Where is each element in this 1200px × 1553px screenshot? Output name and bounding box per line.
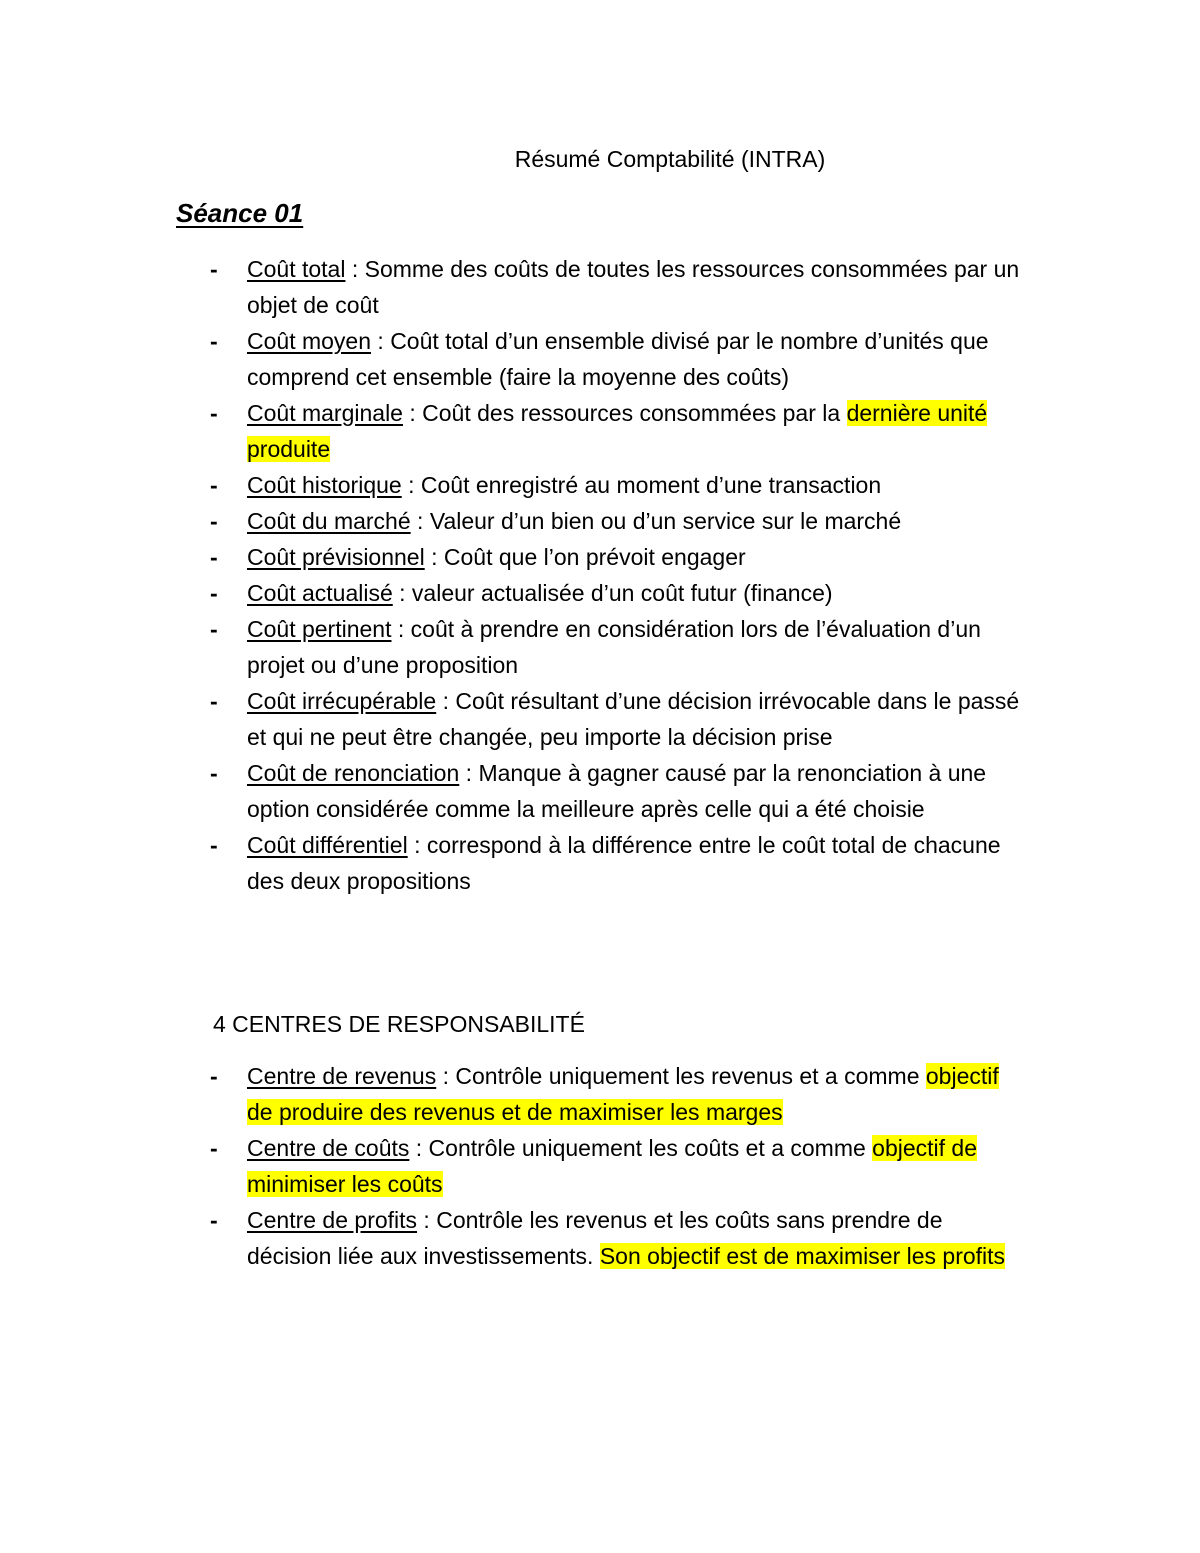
list-bullet-dash: - xyxy=(210,1063,218,1089)
definition-separator: : xyxy=(410,508,430,534)
definition-term: Coût pertinent xyxy=(247,616,392,642)
definition-separator: : xyxy=(436,1063,456,1089)
definition-cout-de-renonciation xyxy=(0,755,1030,827)
definition-separator: : xyxy=(407,832,427,858)
definition-term: Coût prévisionnel xyxy=(247,544,425,570)
definition-text: Somme des coûts de toutes les ressources consommées par un objet de coût xyxy=(247,256,1020,318)
definition-separator: : xyxy=(459,760,479,786)
definition-text: Contrôle les revenus et les coûts sans prendre de décision liée aux investissements. xyxy=(247,1207,943,1269)
definition-term: Coût moyen xyxy=(247,328,372,354)
definition-text: Valeur d’un bien ou d’un service sur le marché xyxy=(429,508,902,534)
definition-term: Centre de profits xyxy=(247,1207,418,1233)
definition-separator: : xyxy=(345,256,365,282)
highlighted-text: Son objectif est de maximiser les profits xyxy=(599,1243,1006,1269)
list-bullet-dash: - xyxy=(210,544,218,570)
definition-cout-previsionnel xyxy=(0,539,1030,575)
list-bullet-dash: - xyxy=(210,832,218,858)
list-bullet-dash: - xyxy=(210,1207,218,1233)
definition-cout-marginale xyxy=(0,395,1030,467)
definition-text: Coût résultant d’une décision irrévocable dans le passé et qui ne peut être changée, peu importe la décision prise xyxy=(247,688,1020,750)
definition-separator: : xyxy=(424,544,444,570)
definition-text: Manque à gagner causé par la renonciation à une option considérée comme la meilleure après celle qui a été choisie xyxy=(247,760,987,822)
definition-text: valeur actualisée d’un coût futur (finance) xyxy=(411,580,833,606)
highlighted-text: dernière unité produite xyxy=(247,400,988,462)
definition-term: Coût total xyxy=(247,256,346,282)
definition-separator: : xyxy=(401,472,421,498)
definition-text: Coût que l’on prévoit engager xyxy=(443,544,746,570)
highlighted-text: objectif de produire des revenus et de maximiser les marges xyxy=(247,1063,999,1125)
definition-separator: : xyxy=(417,1207,437,1233)
definition-cout-differentiel xyxy=(0,827,1030,899)
list-bullet-dash: - xyxy=(210,760,218,786)
centre-de-couts xyxy=(0,1130,1030,1202)
definition-cout-pertinent xyxy=(0,611,1030,683)
definition-separator: : xyxy=(436,688,456,714)
definition-separator: : xyxy=(409,1135,429,1161)
centres-list xyxy=(0,1058,1200,1274)
list-bullet-dash: - xyxy=(210,580,218,606)
definition-text: Contrôle uniquement les revenus et a comme xyxy=(455,1063,926,1089)
centres-heading: 4 CENTRES DE RESPONSABILITÉ xyxy=(213,1011,585,1037)
definition-term: Coût marginale xyxy=(247,400,403,426)
definition-separator: : xyxy=(391,616,411,642)
list-bullet-dash: - xyxy=(210,688,218,714)
list-bullet-dash: - xyxy=(210,400,218,426)
list-bullet-dash: - xyxy=(210,472,218,498)
definition-cout-actualise xyxy=(0,575,1030,611)
definition-cout-moyen xyxy=(0,323,1030,395)
list-bullet-dash: - xyxy=(210,508,218,534)
definition-term: Coût actualisé xyxy=(247,580,393,606)
definition-term: Coût du marché xyxy=(247,508,411,534)
centre-de-revenus xyxy=(0,1058,1030,1130)
document-title: Résumé Comptabilité (INTRA) xyxy=(514,146,826,172)
definition-separator: : xyxy=(402,400,423,426)
definition-text: Coût total d’un ensemble divisé par le nombre d’unités que comprend cet ensemble (faire la moyenne des coûts) xyxy=(247,328,989,390)
definition-cout-historique xyxy=(0,467,1030,503)
definition-term: Coût de renonciation xyxy=(247,760,460,786)
definition-text: Contrôle uniquement les coûts et a comme xyxy=(428,1135,873,1161)
definition-term: Coût différentiel xyxy=(247,832,408,858)
list-bullet-dash: - xyxy=(210,1135,218,1161)
definition-cout-du-marche xyxy=(0,503,1030,539)
definition-separator: : xyxy=(371,328,391,354)
highlighted-text: objectif de minimiser les coûts xyxy=(247,1135,978,1197)
list-bullet-dash: - xyxy=(210,328,218,354)
seance-definition-list xyxy=(0,251,1200,899)
definition-text: coût à prendre en considération lors de l’évaluation d’un projet ou d’une proposition xyxy=(247,616,981,678)
definition-term: Centre de coûts xyxy=(247,1135,410,1161)
list-bullet-dash: - xyxy=(210,256,218,282)
centre-de-profits xyxy=(0,1202,1030,1274)
definition-text: Coût enregistré au moment d’une transaction xyxy=(420,472,882,498)
definition-text: correspond à la différence entre le coût total de chacune des deux propositions xyxy=(247,832,1001,894)
definition-cout-total xyxy=(0,251,1030,323)
list-bullet-dash: - xyxy=(210,616,218,642)
definition-separator: : xyxy=(392,580,412,606)
definition-text: Coût des ressources consommées par la xyxy=(422,400,847,426)
definition-term: Coût irrécupérable xyxy=(247,688,437,714)
definition-term: Coût historique xyxy=(247,472,402,498)
definition-term: Centre de revenus xyxy=(247,1063,437,1089)
definition-cout-irrecuperable xyxy=(0,683,1030,755)
seance-heading: Séance 01 xyxy=(176,198,304,228)
